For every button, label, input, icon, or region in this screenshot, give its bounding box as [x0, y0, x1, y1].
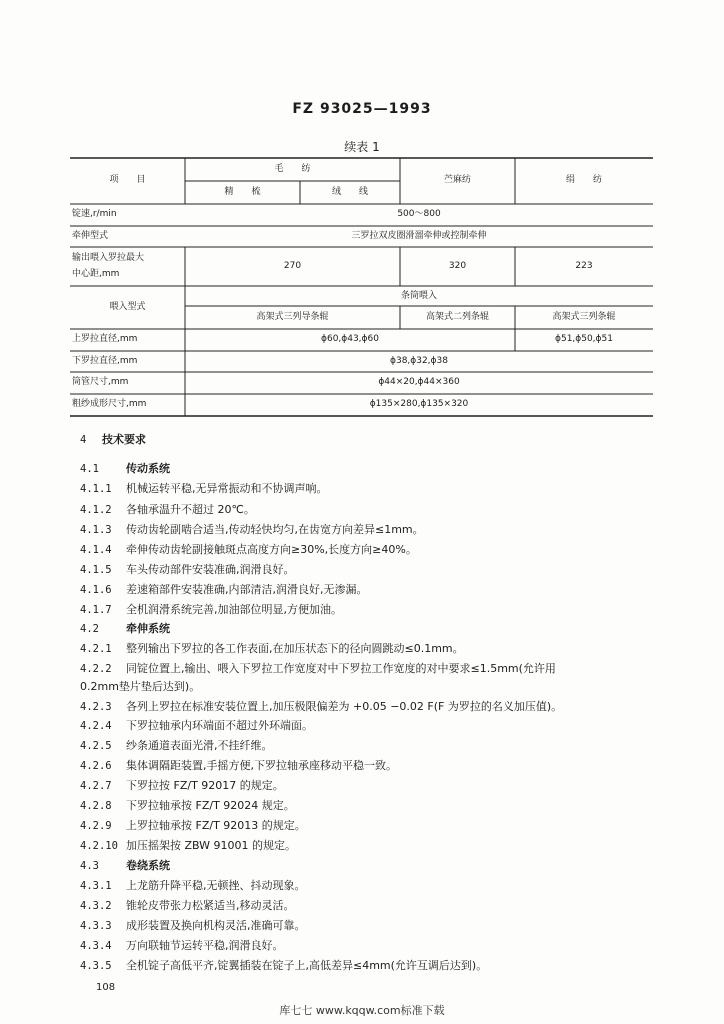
header-wool: 毛 纺: [274, 164, 311, 174]
section-line: [80, 957, 487, 973]
standard-code: FZ 93025—1993: [292, 101, 432, 117]
section-number: 4.2.4: [80, 720, 112, 732]
section-line: [80, 581, 368, 597]
section-line: [80, 817, 306, 833]
section-number: 4.3.2: [80, 900, 112, 912]
section-number: 4.1.7: [80, 604, 112, 616]
cell-center-distance-silk: 223: [575, 261, 593, 271]
section-number: 4.1.4: [80, 544, 112, 556]
cell-creel-wool: 高架式三列导条辊: [256, 312, 329, 322]
section-line: [80, 501, 255, 517]
section-text: 集体调隔距装置,手摇方便,下罗拉轴承座移动平稳一致。: [126, 759, 397, 772]
row-label-top-roller: 上罗拉直径,mm: [72, 334, 138, 344]
section-text: 各轴承温升不超过 20℃。: [126, 503, 255, 516]
cell-tube: ϕ44×20,ϕ44×360: [378, 377, 460, 387]
row-label-bottom-roller: 下罗拉直径,mm: [72, 356, 138, 366]
cell-draft-type: 三罗拉双皮圈滑溜牵伸或控制牵伸: [351, 231, 487, 241]
section-line: [80, 660, 556, 676]
cell-center-distance-wool: 270: [283, 261, 302, 271]
cell-feed-type: 条筒喂入: [400, 291, 437, 301]
section-number: 4.3.4: [80, 940, 112, 952]
cell-creel-ramie: 高架式二列条辊: [425, 312, 489, 322]
cell-top-roller: ϕ60,ϕ43,ϕ60: [321, 334, 379, 344]
row-label-tube: 筒管尺寸,mm: [72, 377, 129, 387]
section-text: 0.2mm垫片垫后达到)。: [80, 680, 201, 693]
row-label-center-distance: 输出喂入罗拉最大: [72, 253, 145, 263]
section-number: 4.3: [80, 860, 99, 872]
section-line: [80, 521, 424, 537]
section-number: 4.3.3: [80, 920, 112, 932]
section-line: [80, 837, 296, 853]
section-line: [80, 640, 464, 656]
section-line: [80, 877, 306, 893]
specification-table: [70, 156, 653, 418]
row-label-feed-type: 喂入型式: [109, 302, 146, 312]
header-wool-woolen: 绒 线: [331, 187, 368, 197]
section-line: [80, 717, 313, 733]
header-silk: 绢 纺: [565, 175, 602, 185]
section-number: 4.1.3: [80, 524, 112, 536]
section-line: [80, 897, 295, 913]
section-text: 下罗拉按 FZ/T 92017 的规定。: [126, 779, 284, 792]
section-line: [80, 937, 284, 953]
section-text: 牵伸系统: [126, 622, 170, 635]
section-number: 4.1: [80, 463, 99, 475]
section-number: 4: [80, 434, 87, 446]
section-line: [80, 777, 284, 793]
section-text: 全机润滑系统完善,加油部位明显,方便加油。: [126, 603, 342, 616]
section-line: [80, 541, 417, 557]
cell-bottom-roller: ϕ38,ϕ32,ϕ38: [390, 356, 448, 366]
section-line: [80, 917, 306, 933]
header-ramie: 苎麻纺: [443, 175, 471, 185]
section-number: 4.1.1: [80, 483, 112, 495]
section-text: 锥轮皮带张力松紧适当,移动灵活。: [126, 899, 295, 912]
section-text: 传动齿轮副啮合适当,传动轻快均匀,在齿宽方向差异≤1mm。: [126, 523, 424, 536]
section-text: 下罗拉轴承内环端面不超过外环端面。: [126, 719, 313, 732]
cell-center-distance-ramie: 320: [448, 261, 467, 271]
section-text: 传动系统: [126, 462, 170, 475]
section-text: 牵伸传动齿轮副接触斑点高度方向≥30%,长度方向≥40%。: [126, 543, 417, 556]
row-label-spindle-speed: 锭速,r/min: [72, 209, 117, 219]
cell-spindle-speed: 500～800: [397, 209, 441, 219]
section-text: 整列输出下罗拉的各工作表面,在加压状态下的径向圆跳动≤0.1mm。: [126, 642, 464, 655]
section-number: 4.1.2: [80, 504, 112, 516]
section-number: 4.2.9: [80, 820, 112, 832]
table-caption: 续表 1: [344, 140, 380, 154]
section-text: 卷绕系统: [126, 859, 170, 872]
cell-top-roller-silk: ϕ51,ϕ50,ϕ51: [555, 334, 613, 344]
section-text: 万向联轴节运转平稳,润滑良好。: [126, 939, 284, 952]
section-line: [80, 737, 273, 753]
row-label-draft-type: 牵伸型式: [72, 231, 109, 241]
section-line: [80, 698, 562, 714]
section-text: 纱条通道表面光滑,不挂纤维。: [126, 739, 273, 752]
section-number: 4.2.3: [80, 701, 112, 713]
header-item: 项 目: [109, 175, 146, 185]
section-text: 车头传动部件安装准确,润滑良好。: [126, 563, 295, 576]
section-text: 下罗拉轴承按 FZ/T 92024 规定。: [126, 799, 295, 812]
row-label-center-distance-unit: 中心距,mm: [72, 269, 120, 279]
section-number: 4.1.6: [80, 584, 112, 596]
section-text: 全机锭子高低平齐,锭翼插装在锭子上,高低差异≤4mm(允许互调后达到)。: [126, 959, 488, 972]
section-number: 4.2.2: [80, 663, 112, 675]
section-line: [80, 678, 200, 694]
header-wool-worsted: 精 梳: [224, 187, 261, 197]
section-number: 4.1.5: [80, 564, 112, 576]
section-text: 成形装置及换向机构灵活,准确可靠。: [126, 919, 306, 932]
section-number: 4.2: [80, 623, 99, 635]
section-number: 4.3.5: [80, 960, 112, 972]
section-line: [80, 561, 295, 577]
section-line: [80, 620, 170, 636]
section-number: 4.2.7: [80, 780, 112, 792]
section-text: 上罗拉轴承按 FZ/T 92013 的规定。: [126, 819, 306, 832]
section-line: [80, 757, 397, 773]
section-text: 技术要求: [102, 433, 146, 446]
cell-creel-silk: 高架式三列条辊: [552, 312, 616, 322]
section-number: 4.3.1: [80, 880, 112, 892]
section-line: [80, 460, 170, 476]
section-line: [80, 431, 146, 447]
section-line: [80, 857, 170, 873]
footer-watermark: 库七七 www.kqqw.com标准下载: [279, 1004, 445, 1017]
section-number: 4.2.1: [80, 643, 112, 655]
section-text: 上龙筋升降平稳,无顿挫、抖动现象。: [126, 879, 306, 892]
section-line: [80, 797, 295, 813]
row-label-package: 粗纱成形尺寸,mm: [72, 399, 147, 409]
section-number: 4.2.10: [80, 840, 118, 852]
section-number: 4.2.5: [80, 740, 112, 752]
section-number: 4.2.8: [80, 800, 112, 812]
section-line: [80, 480, 328, 496]
section-text: 同锭位置上,输出、喂入下罗拉工作宽度对中下罗拉工作宽度的对中要求≤1.5mm(允许用: [126, 662, 556, 675]
section-text: 机械运转平稳,无异常振动和不协调声响。: [126, 482, 328, 495]
section-text: 差速箱部件安装准确,内部清洁,润滑良好,无渗漏。: [126, 583, 368, 596]
section-text: 加压摇架按 ZBW 91001 的规定。: [126, 839, 297, 852]
cell-package: ϕ135×280,ϕ135×320: [369, 399, 469, 409]
section-line: [80, 601, 342, 617]
section-text: 各列上罗拉在标准安装位置上,加压极限偏差为 +0.05 −0.02 F(F 为罗拉的名义加压值)。: [126, 700, 563, 713]
page-number: 108: [96, 982, 116, 993]
section-number: 4.2.6: [80, 760, 112, 772]
